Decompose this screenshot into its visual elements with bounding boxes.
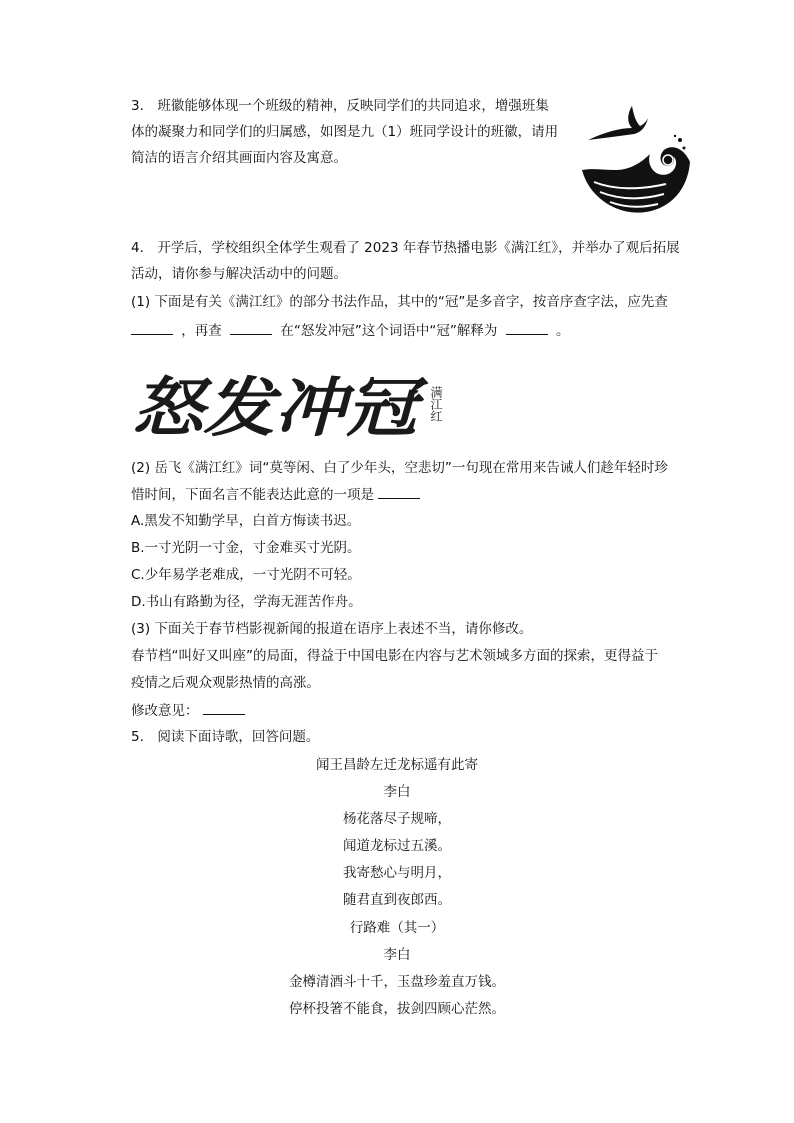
poem2-title: 行路难（其一）	[349, 920, 445, 936]
poem2-line-2: 停杯投箸不能食，拔剑四顾心茫然。	[289, 1001, 505, 1017]
q3-line-2: 体的凝聚力和同学们的归属感，如图是九（1）班同学设计的班徽，请用	[131, 124, 559, 140]
option-b: B.一寸光阴一寸金，寸金难买寸光阴。	[131, 540, 361, 556]
calligraphy-main-text: 怒发冲冠	[132, 372, 430, 446]
class-emblem-image	[580, 100, 692, 218]
q5-intro: 5. 阅读下面诗歌，回答问题。	[131, 729, 320, 745]
calligraphy-artwork	[130, 372, 450, 450]
answer-blank-5[interactable]	[203, 700, 245, 715]
answer-blank-2[interactable]	[230, 320, 272, 335]
q4-part2-line-2	[131, 484, 424, 505]
option-d: D.书山有路勤为径，学海无涯苦作舟。	[131, 594, 362, 610]
option-a: A.黑发不知勤学早，白首方悔读书迟。	[131, 513, 361, 529]
poem1-line-4: 随君直到夜郎西。	[343, 892, 451, 908]
q4-part3-line-4	[131, 700, 249, 721]
q4-part1-seg-c: 。	[555, 323, 570, 339]
q4-part1-seg-a: ，再查	[181, 323, 222, 339]
q4-part1-seg-b: 在“怒发冲冠”这个词语中“冠”解释为	[280, 323, 498, 339]
q4-intro-line-2: 活动，请你参与解决活动中的问题。	[131, 266, 347, 282]
poem2-line-1: 金樽清酒斗十千，玉盘珍羞直万钱。	[289, 974, 505, 990]
answer-blank-4[interactable]	[378, 484, 420, 499]
option-c: C.少年易学老难成，一寸光阴不可轻。	[131, 567, 361, 583]
q4-part1-line-1: (1) 下面是有关《满江红》的部分书法作品，其中的“冠”是多音字，按音序查字法，应先查	[131, 294, 668, 310]
q4-part2-line-1: (2) 岳飞《满江红》词“莫等闲、白了少年头，空悲切”一句现在常用来告诫人们趁年轻时珍	[131, 460, 668, 476]
poem1-line-1: 杨花落尽子规啼，	[343, 811, 451, 827]
q4-part3-line-2: 春节档“叫好又叫座”的局面，得益于中国电影在内容与艺术领域多方面的探索，更得益于	[131, 648, 658, 664]
answer-blank-1[interactable]	[131, 320, 173, 335]
poem1-author: 李白	[383, 784, 411, 800]
q4-part3-line-3: 疫情之后观众观影热情的高涨。	[131, 675, 320, 691]
q4-part3-line-1: (3) 下面关于春节档影视新闻的报道在语序上表述不当，请你修改。	[131, 621, 533, 637]
q3-line-3: 简洁的语言介绍其画面内容及寓意。	[131, 150, 347, 166]
q4-part2-text: 惜时间，下面名言不能表达此意的一项是	[131, 487, 374, 503]
poem1-line-3: 我寄愁心与明月，	[343, 865, 451, 881]
calligraphy-signature: 满江红	[429, 386, 443, 422]
q4-part1-line-2	[131, 320, 569, 341]
poem2-author: 李白	[383, 947, 411, 963]
q3-line-1: 3. 班徽能够体现一个班级的精神，反映同学们的共同追求，增强班集	[131, 98, 549, 114]
q4-intro-line-1: 4. 开学后，学校组织全体学生观看了 2023 年春节热播电影《满江红》，并举办了观后拓展	[131, 240, 680, 256]
answer-blank-3[interactable]	[506, 320, 548, 335]
revision-label: 修改意见：	[131, 703, 199, 719]
poem1-title: 闻王昌龄左迁龙标遥有此寄	[316, 757, 478, 773]
poem1-line-2: 闻道龙标过五溪。	[343, 838, 451, 854]
